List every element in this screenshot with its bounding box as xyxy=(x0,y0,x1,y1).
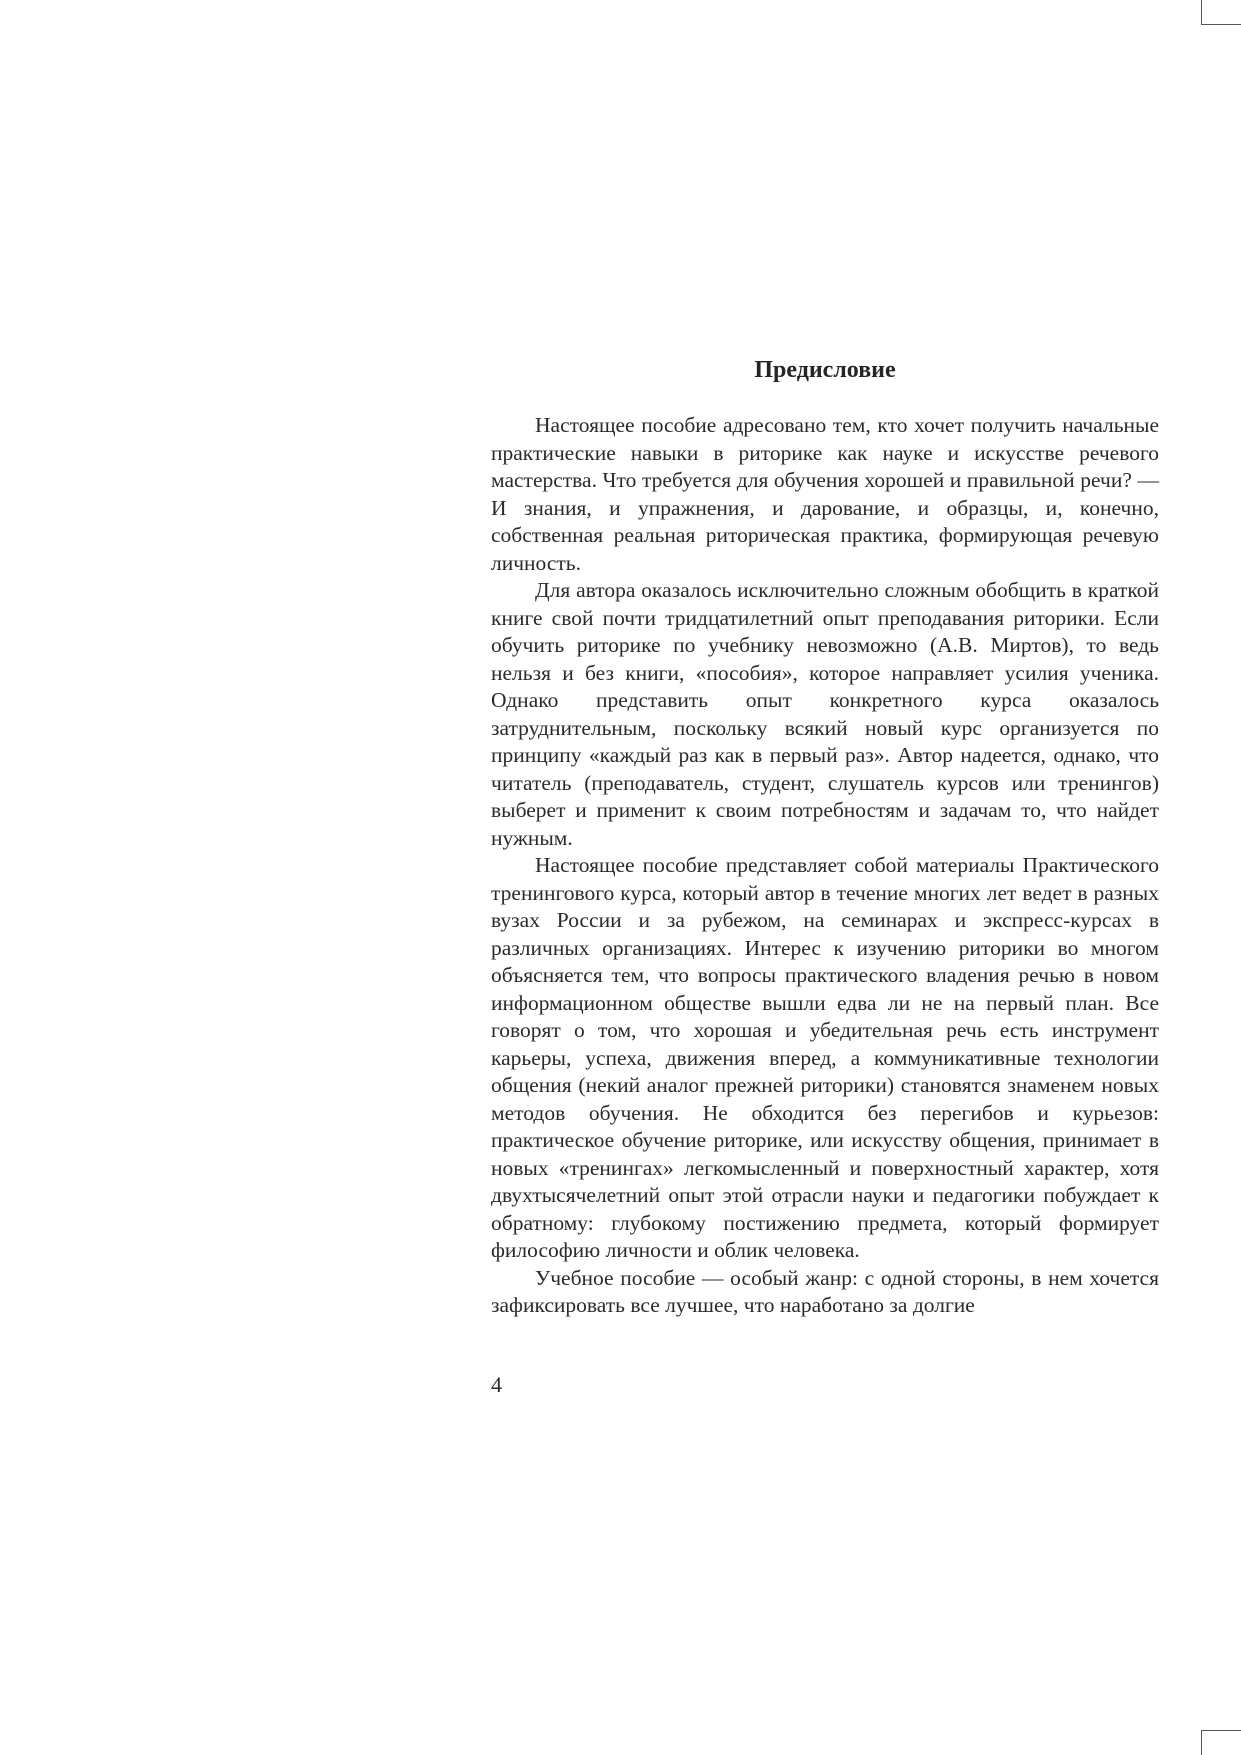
paragraph-4: Учебное пособие — особый жанр: с одной стороны, в нем хочется зафиксировать все лучшее, что наработано за долгие xyxy=(491,1265,1159,1317)
crop-mark-bottom-horizontal xyxy=(1201,1730,1241,1731)
text-block xyxy=(491,355,1159,1320)
paragraph-3: Настоящее пособие представляет собой материалы Практического тренингового курса, который автор в течение многих лет ведет в разных вузах России и за рубежом, на семинарах и экспресс-курсах в различных организациях. Интерес к изучению риторики во многом объясняется тем, что вопросы практического владения речью в новом информационном обществе вышли едва ли не на первый план. Все говорят о том, что хорошая и убедительная речь есть инструмент карьеры, успеха, движения вперед, а коммуникативные технологии общения (некий аналог прежней риторики) становятся знаменем новых методов обучения. Не обходится без перегибов и курьезов: практическое обучение риторике, или искусству общения, принимает в новых «тренингах» легкомысленный и поверхностный характер, хотя двухтысячелетний опыт этой отрасли науки и педагогики побуждает к обратному: глубокому постижению предмета, который формирует философию личности и облик человека. xyxy=(491,853,1159,1262)
paragraph-2: Для автора оказалось исключительно сложным обобщить в краткой книге свой почти тридцатилетний опыт преподавания риторики. Если обучить риторике по учебнику невозможно (А.В. Миртов), то ведь нельзя и без книги, «пособия», которое направляет усилия ученика. Однако представить опыт конкретного курса оказалось затруднительным, поскольку всякий новый курс организуется по принципу «каждый раз как в первый раз». Автор надеется, однако, что читатель (преподаватель, студент, слушатель курсов или тренингов) выберет и применит к своим потребностям и задачам то, что найдет нужным. xyxy=(491,578,1159,850)
page-number: 4 xyxy=(491,1372,502,1397)
crop-mark-top-horizontal xyxy=(1201,24,1241,25)
crop-mark-top-vertical xyxy=(1201,0,1202,25)
page-title: Предисловие xyxy=(754,357,896,383)
paragraph-1: Настоящее пособие адресовано тем, кто хочет получить начальные практические навыки в риторике как науке и искусстве речевого мастерства. Что требуется для обучения хорошей и правильной речи? — И знания, и упражнения, и дарование, и образцы, и, конечно, собственная реальная риторическая практика, формирующая речевую личность. xyxy=(491,413,1159,575)
crop-mark-bottom-vertical xyxy=(1201,1730,1202,1755)
